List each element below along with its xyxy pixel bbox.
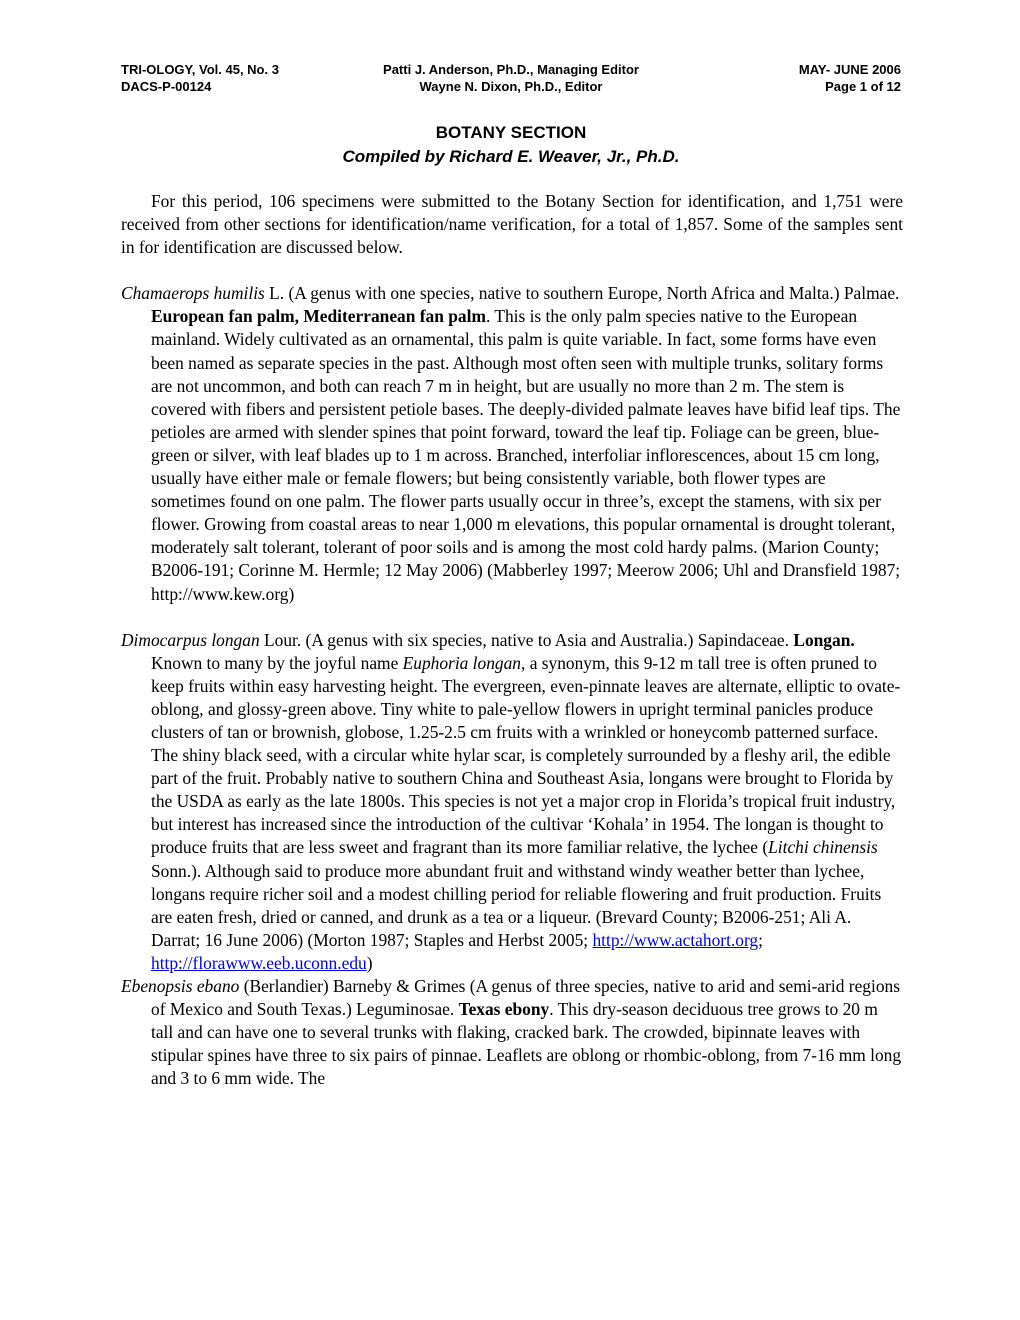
common-name: European fan palm, Mediterranean fan palm (151, 306, 486, 327)
entry-text: Lour. (A genus with six species, native to Asia and Australia.) Sapindaceae. (259, 629, 794, 650)
actahort-link[interactable]: http://www.actahort.org (592, 929, 759, 950)
common-name: Longan. (793, 629, 855, 650)
entry-text: Sonn.). Although said to produce more abundant fruit and withstand windy weather better than lychee, longans require richer soil and a modest chilling period for reliable flowering and fruit production. Fruits are eaten fresh, dried or canned, and drunk as a tea or a liqueur. (Brevard County; B2006-251; Ali A. Darrat; 16 June 2006) (Morton 1987; Staples and Herbst 2005; (151, 860, 882, 950)
entry-ebenopsis-ebano (121, 975, 903, 1090)
entry-dimocarpus-longan (121, 629, 903, 975)
entry-text: . This dry-season deciduous tree grows to 20 m tall and can have one to several trunks with flaking, cracked bark. The crowded, bipinnate leaves with stipular spines have three to six pairs of pinnae. Leaflets are oblong or rhombic-oblong, from 7-16 mm long and 3 to 6 mm wide. The (151, 999, 902, 1089)
editor: Wayne N. Dixon, Ph.D., Editor (419, 79, 603, 94)
compiler-line: Compiled by Richard E. Weaver, Jr., Ph.D. (342, 147, 680, 166)
entry-text: L. (A genus with one species, native to southern Europe, North Africa and Malta.) Palmae. (264, 283, 900, 304)
common-name: Texas ebony (458, 999, 550, 1020)
entry-chamaerops-humilis (121, 282, 903, 605)
relative-species-name: Litchi chinensis (768, 837, 878, 858)
link-separator: ; (758, 929, 763, 950)
species-name: Ebenopsis ebano (121, 976, 240, 996)
intro-paragraph: For this period, 106 specimens were submitted to the Botany Section for identification, and 1,751 were received from other sections for identification/name verification, for a total of 1,857. Some of the samples sent in for identification are discussed below. (121, 191, 903, 258)
species-name: Dimocarpus longan (121, 629, 260, 650)
journal-volume: TRI-OLOGY, Vol. 45, No. 3 (121, 62, 279, 77)
issue-date: MAY- JUNE 2006 (798, 62, 901, 77)
entry-text: . This is the only palm species native to the European mainland. Widely cultivated as an ornamental, this palm is quite variable. In fact, some forms have even been named as separate species in the past. Although most often seen with multiple trunks, solitary forms are not uncommon, and both can reach 7 m in height, but are usually no more than 2 m. The stem is covered with fibers and persistent petiole bases. The deeply-divided palmate leaves have bifid leaf tips. The petioles are armed with slender spines that point forward, toward the leaf tip. Foliage can be green, blue-green or silver, with leaf blades up to 1 m across. Branched, interfoliar inflorescences, about 15 cm long, usually have either male or female flowers; but being consistently variable, both flower types are sometimes found on one palm. The flower parts usually occur in three’s, except the stamens, with six per flower. Growing from coastal areas to near 1,000 m elevations, this popular ornamental is drought tolerant, moderately salt tolerant, tolerant of poor soils and is among the most cold hardy palms. (Marion County; B2006-191; Corinne M. Hermle; 12 May 2006) (Mabberley 1997; Meerow 2006; Uhl and Dransfield 1987; http://www.kew.org) (151, 306, 901, 604)
managing-editor: Patti J. Anderson, Ph.D., Managing Editor (383, 62, 639, 77)
section-title: BOTANY SECTION (435, 123, 587, 142)
document-code: DACS-P-00124 (121, 79, 212, 94)
synonym-name: Euphoria longan (402, 652, 521, 673)
florawww-link[interactable]: http://florawww.eeb.uconn.edu (151, 952, 367, 973)
species-name: Chamaerops humilis (121, 283, 265, 304)
page-number: Page 1 of 12 (825, 79, 901, 94)
entry-text: Known to many by the joyful name (151, 652, 403, 673)
entry-text: (Berlandier) Barneby & Grimes (A genus of three species, native to arid and semi-arid regions of Mexico and South Texas.) Leguminosae. (151, 976, 900, 1020)
entry-text: ) (366, 952, 373, 973)
article-body (121, 190, 903, 1090)
entry-text: , a synonym, this 9-12 m tall tree is often pruned to keep fruits within easy harvesting height. The evergreen, even-pinnate leaves are alternate, elliptic to ovate-oblong, and glossy-green above. Tiny white to pale-yellow flowers in upright terminal panicles produce clusters of tan or brownish, globose, 1.25-2.5 cm fruits with a wrinkled or honeycomb patterned surface. The shiny black seed, with a circular white hylar scar, is completely surrounded by a fleshy aril, the edible part of the fruit. Probably native to southern China and Southeast Asia, longans were brought to Florida by the USDA as early as the late 1800s. This species is not yet a major crop in Florida’s tropical fruit industry, but interest has increased since the introduction of the cultivar ‘Kohala’ in 1954. The longan is thought to produce fruits that are less sweet and fragrant than its more familiar relative, the lychee ( (151, 652, 901, 858)
